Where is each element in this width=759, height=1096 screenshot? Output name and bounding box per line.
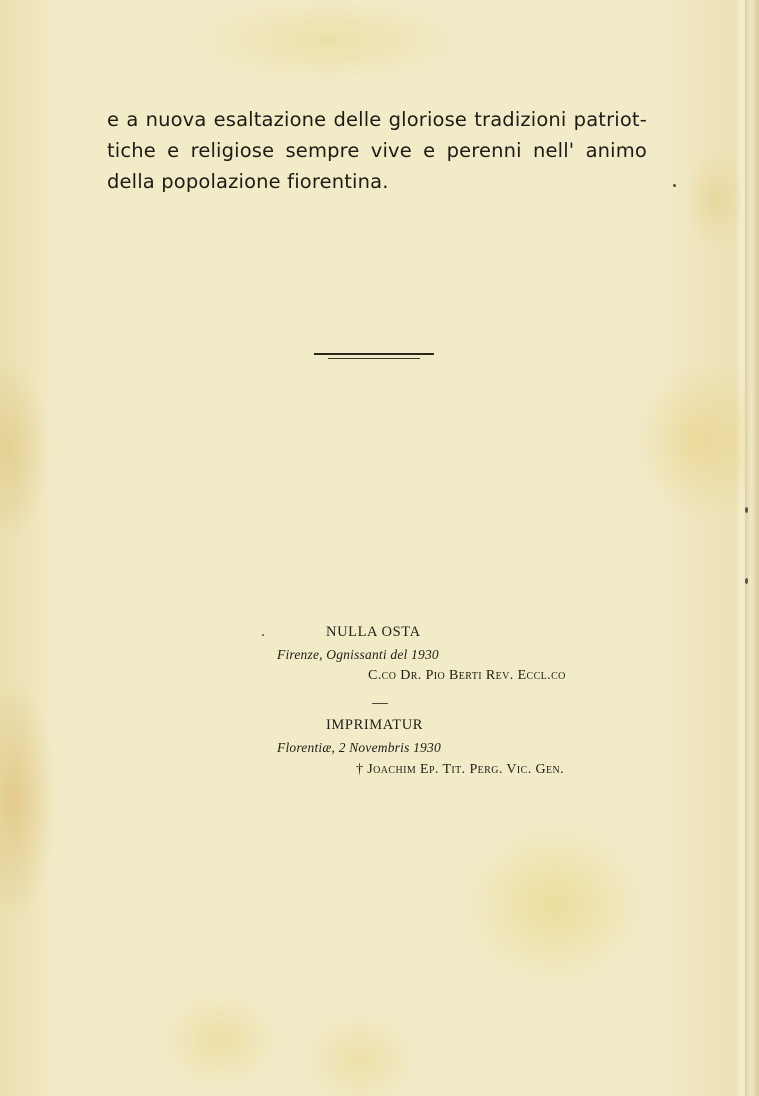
nulla-osta-signer: C.co Dr. Pio Berti Rev. Eccl.co [368, 668, 566, 683]
word: perenni [446, 139, 522, 162]
imprimatur-place-date: Florentiæ, 2 Novembris 1930 [277, 740, 441, 755]
word: nell' [533, 139, 575, 162]
word: esaltazione [213, 108, 327, 131]
imprimatur-signer: † Joachim Ep. Tit. Perg. Vic. Gen. [356, 762, 565, 777]
word: sempre [285, 139, 360, 162]
word: a [126, 108, 139, 131]
ink-speck [673, 184, 676, 187]
word: nuova [145, 108, 207, 131]
ink-speck [262, 634, 264, 636]
word: e [423, 139, 436, 162]
word: tiche [107, 139, 156, 162]
word: e [167, 139, 180, 162]
word: religiose [190, 139, 275, 162]
word: gloriose [388, 108, 468, 131]
imprimatur-heading: IMPRIMATUR [326, 717, 424, 733]
word: tradizioni [474, 108, 567, 131]
word: patriot- [573, 108, 647, 131]
word: vive [370, 139, 412, 162]
ink-speck [745, 507, 748, 513]
approvals-divider [372, 703, 388, 704]
nulla-osta-place-date: Firenze, Ognissanti del 1930 [277, 647, 439, 662]
word: animo [585, 139, 647, 162]
word: delle [333, 108, 382, 131]
ink-speck [745, 578, 748, 584]
word: e [107, 108, 120, 131]
nulla-osta-heading: NULLA OSTA [326, 624, 421, 640]
paragraph-line-3: della popolazione fiorentina. [107, 170, 389, 193]
